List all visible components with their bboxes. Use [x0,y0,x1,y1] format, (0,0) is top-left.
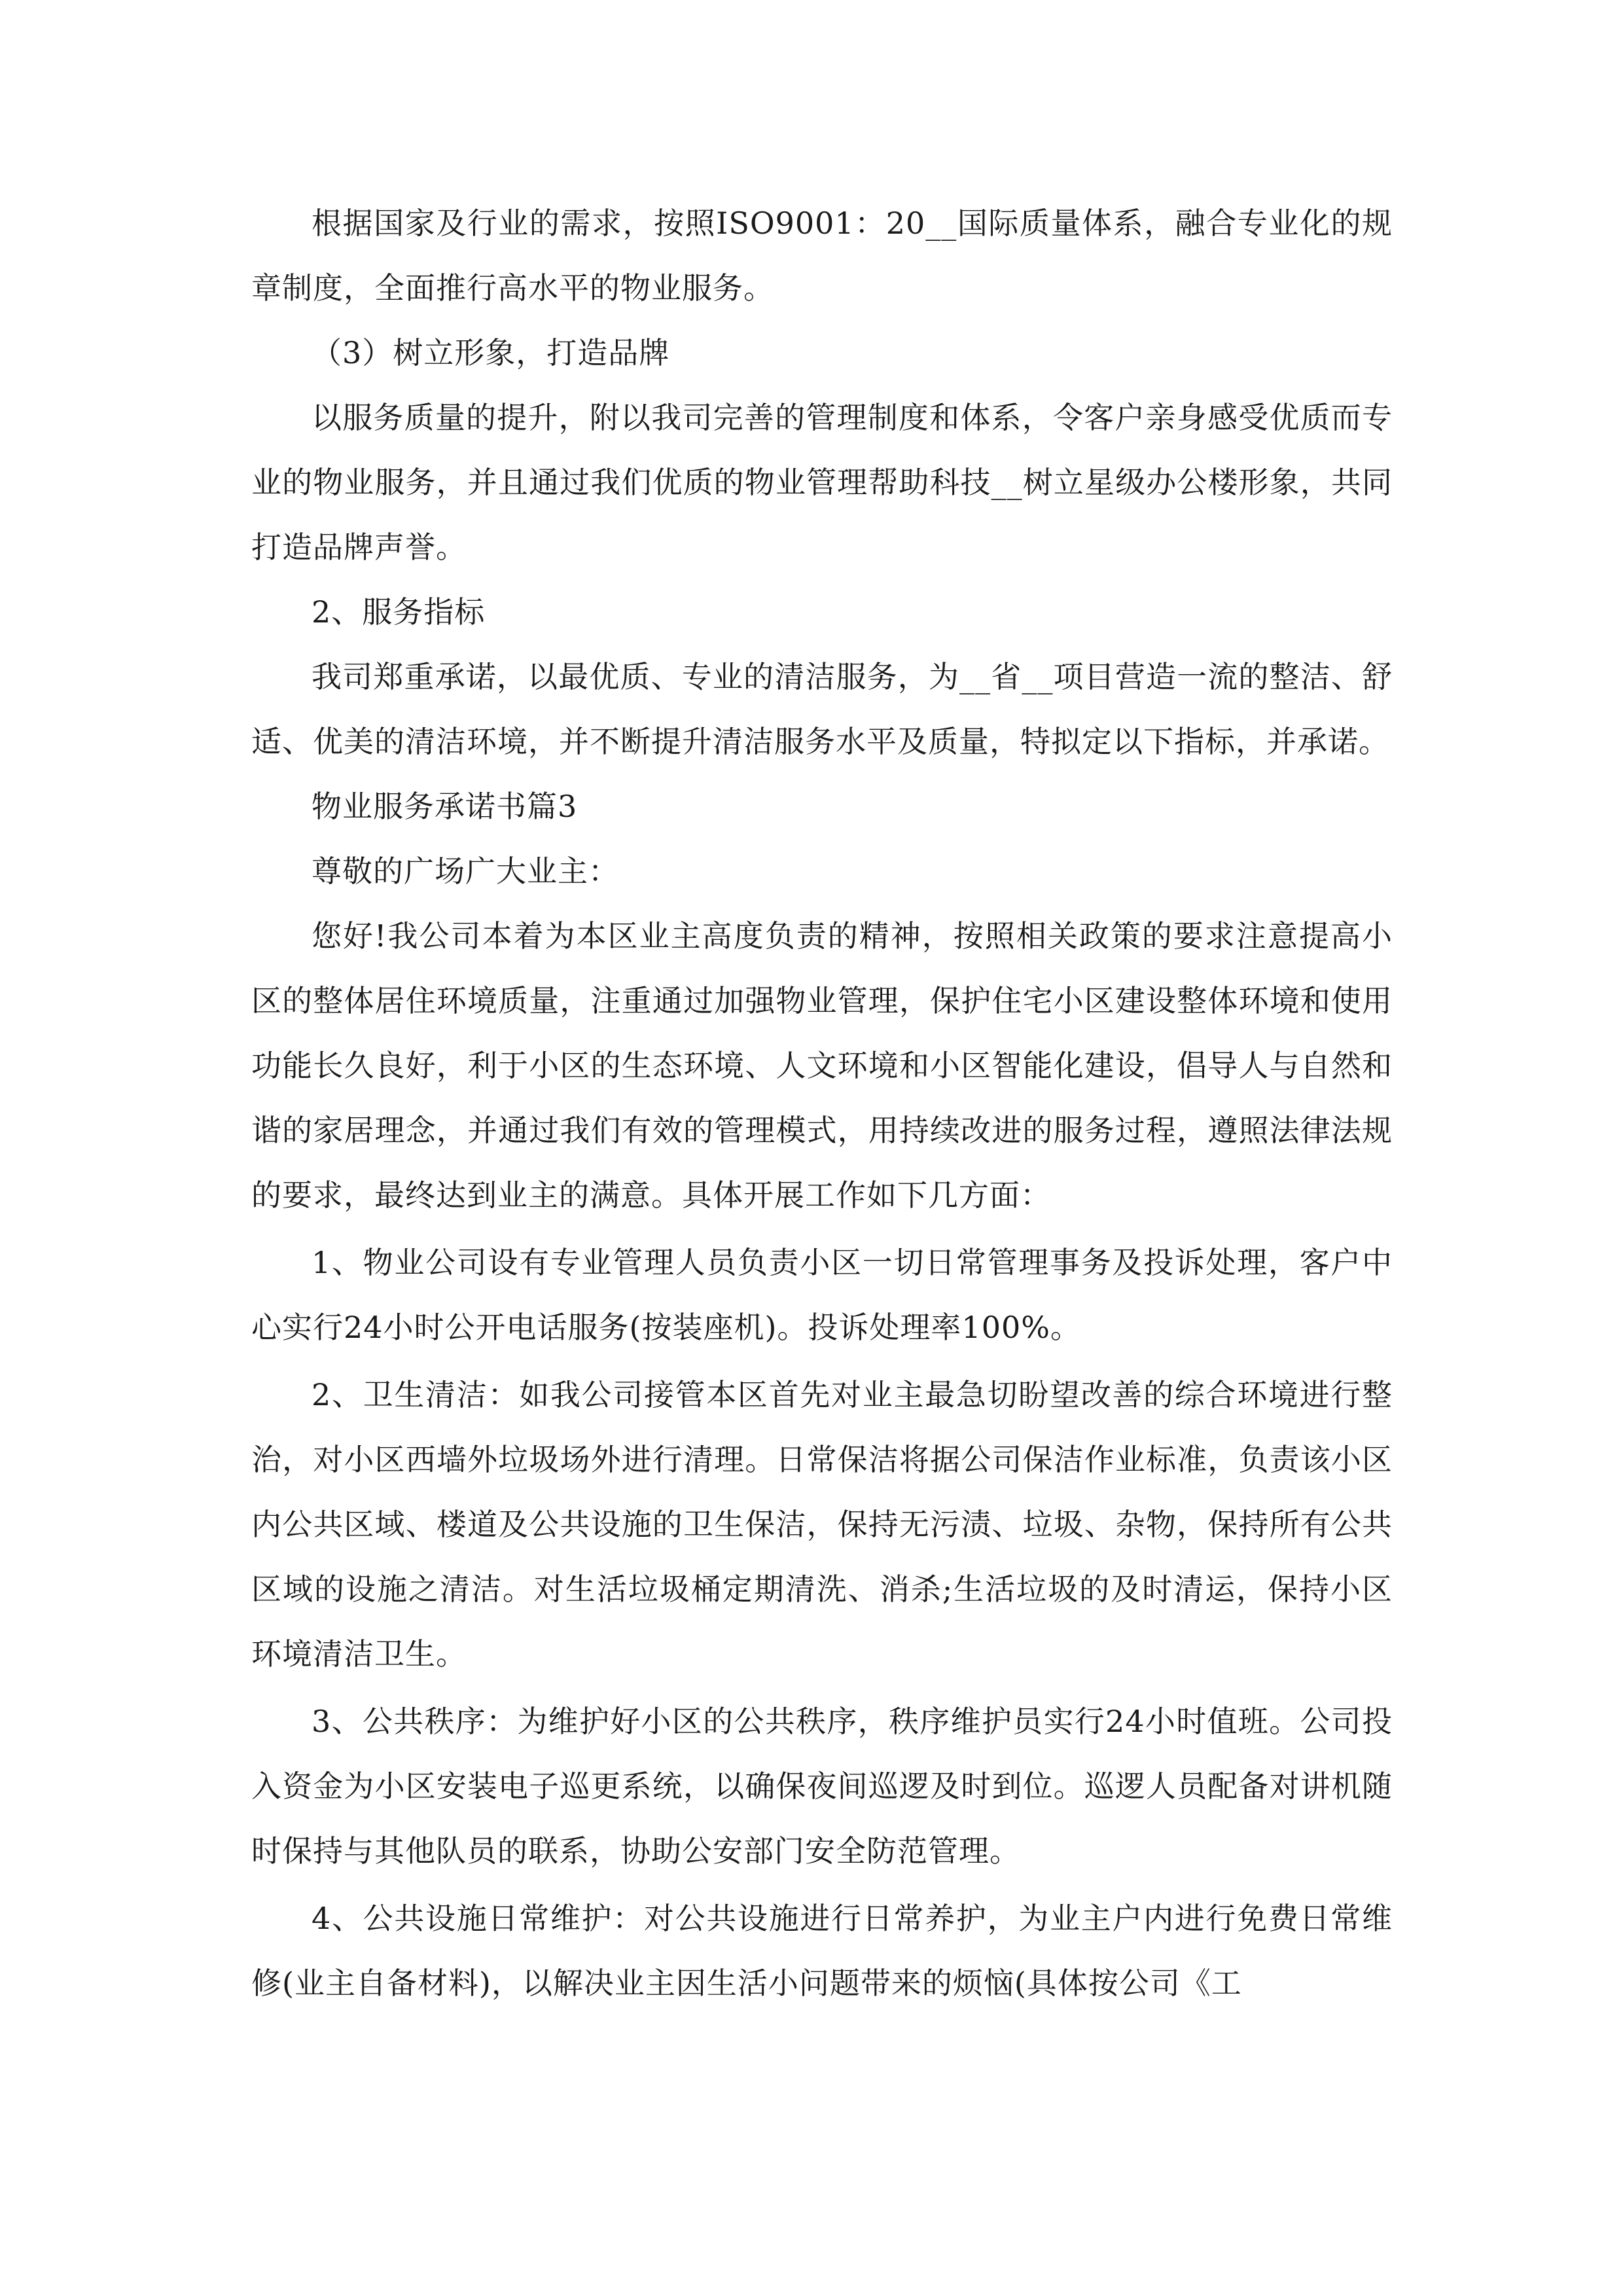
paragraph-iso-standard: 根据国家及行业的需求，按照ISO9001：20__国际质量体系，融合专业化的规章制度，全面推行高水平的物业服务。 [251,206,1393,306]
paragraph-introduction: 您好!我公司本着为本区业主高度负责的精神，按照相关政策的要求注意提高小区的整体居住环境质量，注重通过加强物业管理，保护住宅小区建设整体环境和使用功能长久良好，利于小区的生态环境、人文环境和小区智能化建设，倡导人与自然和谐的家居理念，并通过我们有效的管理模式，用持续改进的服务过程，遵照法律法规的要求，最终达到业主的满意。具体开展工作如下几方面： [251,918,1393,1213]
paragraph-item-2-cleaning: 2、卫生清洁：如我公司接管本区首先对业主最急切盼望改善的综合环境进行整治，对小区西墙外垃圾场外进行清理。日常保洁将据公司保洁作业标准，负责该小区内公共区域、楼道及公共设施的卫生保洁，保持无污渍、垃圾、杂物，保持所有公共区域的设施之清洁。对生活垃圾桶定期清洗、消杀;生活垃圾的及时清运，保持小区环境清洁卫生。 [251,1377,1393,1672]
heading-service-indicators: 2、服务指标 [312,594,486,630]
salutation: 尊敬的广场广大业主： [312,853,619,889]
paragraph-item-1-management: 1、物业公司设有专业管理人员负责小区一切日常管理事务及投诉处理，客户中心实行24小时公开电话服务(按装座机)。投诉处理率100%。 [251,1245,1393,1345]
paragraph-cleaning-commitment: 我司郑重承诺，以最优质、专业的清洁服务，为__省__项目营造一流的整洁、舒适、优美的清洁环境，并不断提升清洁服务水平及质量，特拟定以下指标，并承诺。 [251,659,1393,759]
heading-build-image-brand: （3）树立形象，打造品牌 [312,335,670,370]
paragraph-item-3-public-order: 3、公共秩序：为维护好小区的公共秩序，秩序维护员实行24小时值班。公司投入资金为小区安装电子巡更系统，以确保夜间巡逻及时到位。巡逻人员配备对讲机随时保持与其他队员的联系，协助公安部门安全防范管理。 [251,1704,1393,1869]
paragraph-service-quality: 以服务质量的提升，附以我司完善的管理制度和体系，令客户亲身感受优质而专业的物业服务，并且通过我们优质的物业管理帮助科技__树立星级办公楼形象，共同打造品牌声誉。 [251,400,1393,565]
paragraph-item-4-facility-maintenance: 4、公共设施日常维护：对公共设施进行日常养护，为业主户内进行免费日常维修(业主自备材料)，以解决业主因生活小问题带来的烦恼(具体按公司《工 [251,1901,1393,2001]
document-body [251,191,1393,2016]
heading-commitment-letter-3: 物业服务承诺书篇3 [312,789,578,824]
